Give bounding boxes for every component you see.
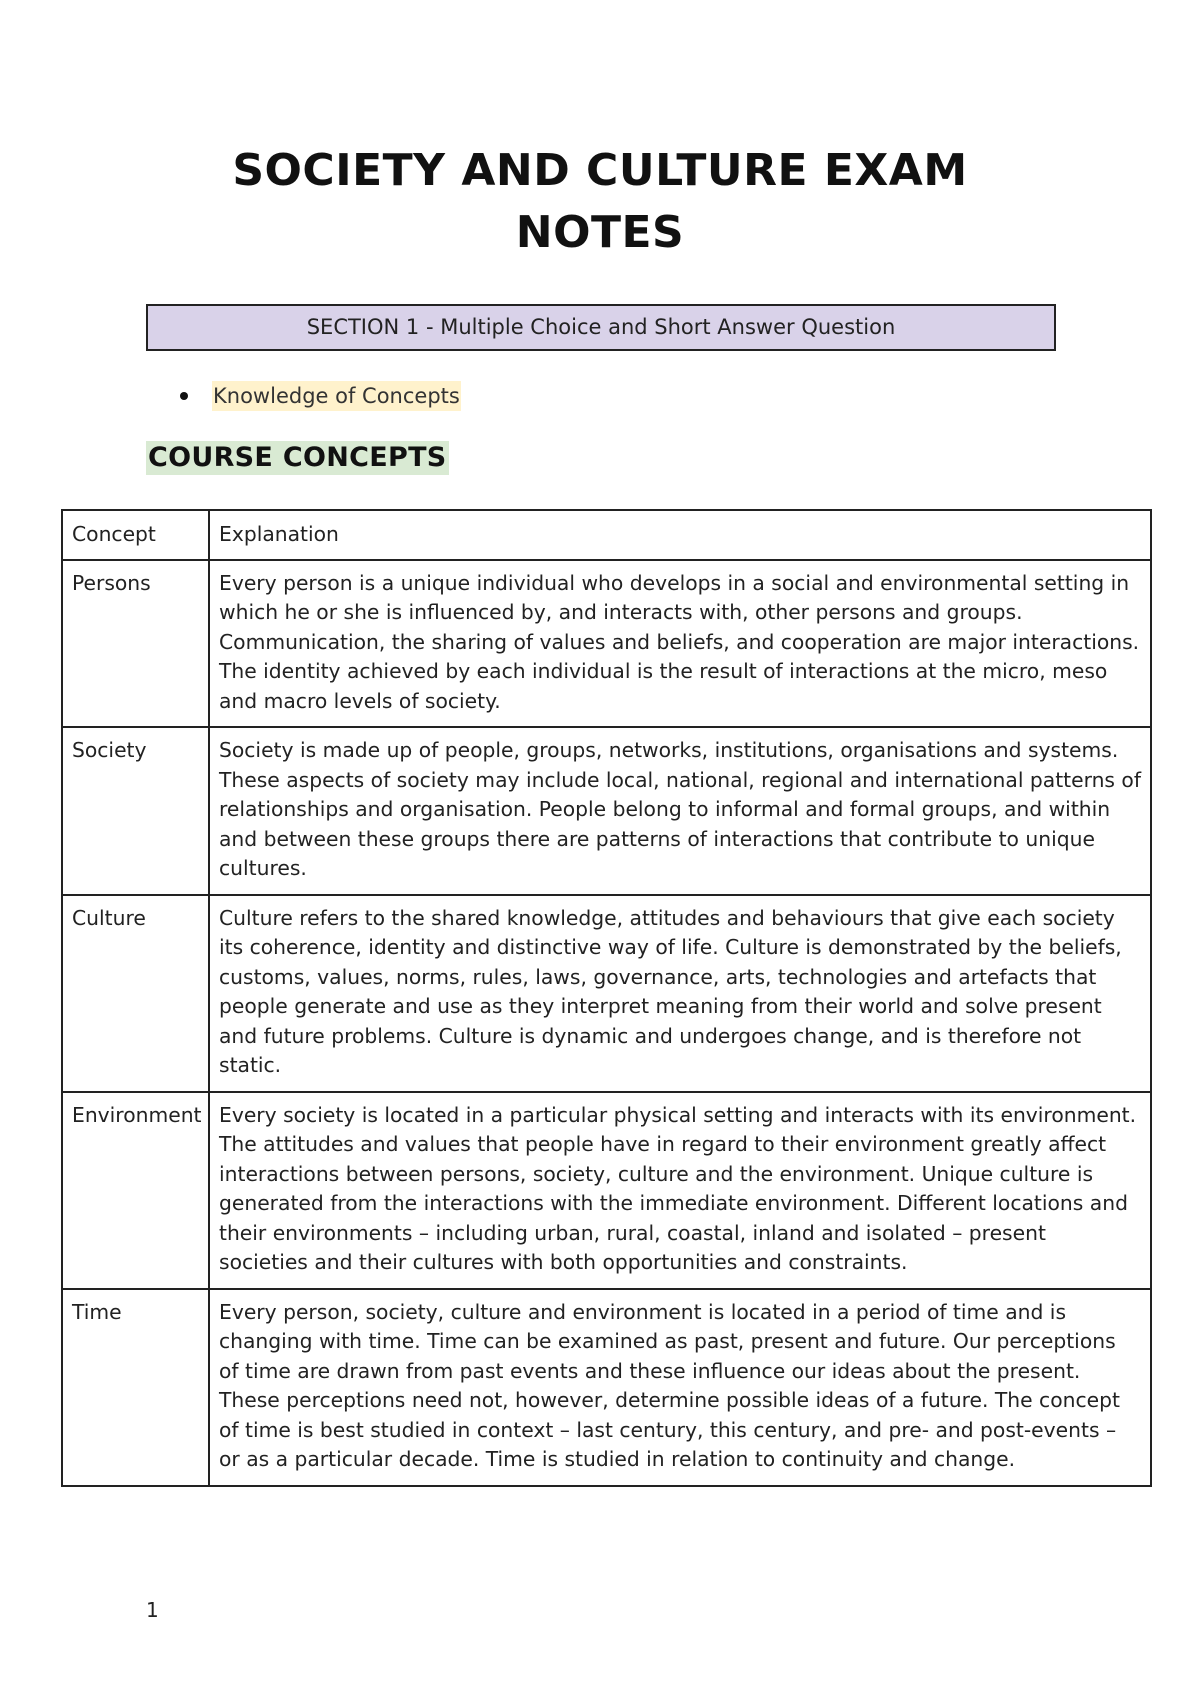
bullet-text: Knowledge of Concepts [212, 381, 461, 411]
table-header-row [62, 510, 1151, 560]
title-line-1: SOCIETY AND CULTURE EXAM [232, 145, 968, 196]
list-item [180, 381, 461, 411]
document-title [0, 140, 1200, 264]
table-row [62, 727, 1151, 895]
page-number: 1 [146, 1598, 159, 1622]
explanation-cell: Every person, society, culture and environment is located in a period of time and is changing with time. Time can be examined as past, present and future. Our perceptions of time are drawn from past events and these influence our ideas about the present. These perceptions need not, however, determine possible ideas of a future. The concept of time is best studied in context – last century, this century, and pre- and post-events – or as a particular decade. Time is studied in relation to continuity and change. [209, 1289, 1151, 1486]
table-row [62, 1289, 1151, 1486]
course-concepts-heading: COURSE CONCEPTS [148, 442, 447, 473]
explanation-cell: Society is made up of people, groups, networks, institutions, organisations and systems. These aspects of society may include local, national, regional and international patterns of relationships and organisation. People belong to informal and formal groups, and within and between these groups there are patterns of interactions that contribute to unique cultures. [209, 727, 1151, 895]
bullet-list [180, 381, 461, 411]
table-row [62, 560, 1151, 728]
concepts-table [61, 509, 1152, 1487]
concept-cell: Culture [62, 895, 209, 1092]
concept-cell: Society [62, 727, 209, 895]
column-header-explanation: Explanation [209, 510, 1151, 560]
explanation-cell: Every person is a unique individual who develops in a social and environmental setting in which he or she is influenced by, and interacts with, other persons and groups. Communication, the sharing of values and beliefs, and cooperation are major interactions. The identity achieved by each individual is the result of interactions at the micro, meso and macro levels of society. [209, 560, 1151, 728]
section-banner: SECTION 1 - Multiple Choice and Short Answer Question [146, 304, 1056, 351]
column-header-concept: Concept [62, 510, 209, 560]
concept-cell: Environment [62, 1092, 209, 1289]
table-row [62, 1092, 1151, 1289]
explanation-cell: Culture refers to the shared knowledge, attitudes and behaviours that give each society its coherence, identity and distinctive way of life. Culture is demonstrated by the beliefs, customs, values, norms, rules, laws, governance, arts, technologies and artefacts that people generate and use as they interpret meaning from their world and solve present and future problems. Culture is dynamic and undergoes change, and is therefore not static. [209, 895, 1151, 1092]
bullet-icon [180, 392, 188, 400]
concept-cell: Persons [62, 560, 209, 728]
explanation-cell: Every society is located in a particular physical setting and interacts with its environment. The attitudes and values that people have in regard to their environment greatly affect interactions between persons, society, culture and the environment. Unique culture is generated from the interactions with the immediate environment. Different locations and their environments – including urban, rural, coastal, inland and isolated – present societies and their cultures with both opportunities and constraints. [209, 1092, 1151, 1289]
table-row [62, 895, 1151, 1092]
concept-cell: Time [62, 1289, 209, 1486]
title-line-2: NOTES [515, 207, 685, 258]
